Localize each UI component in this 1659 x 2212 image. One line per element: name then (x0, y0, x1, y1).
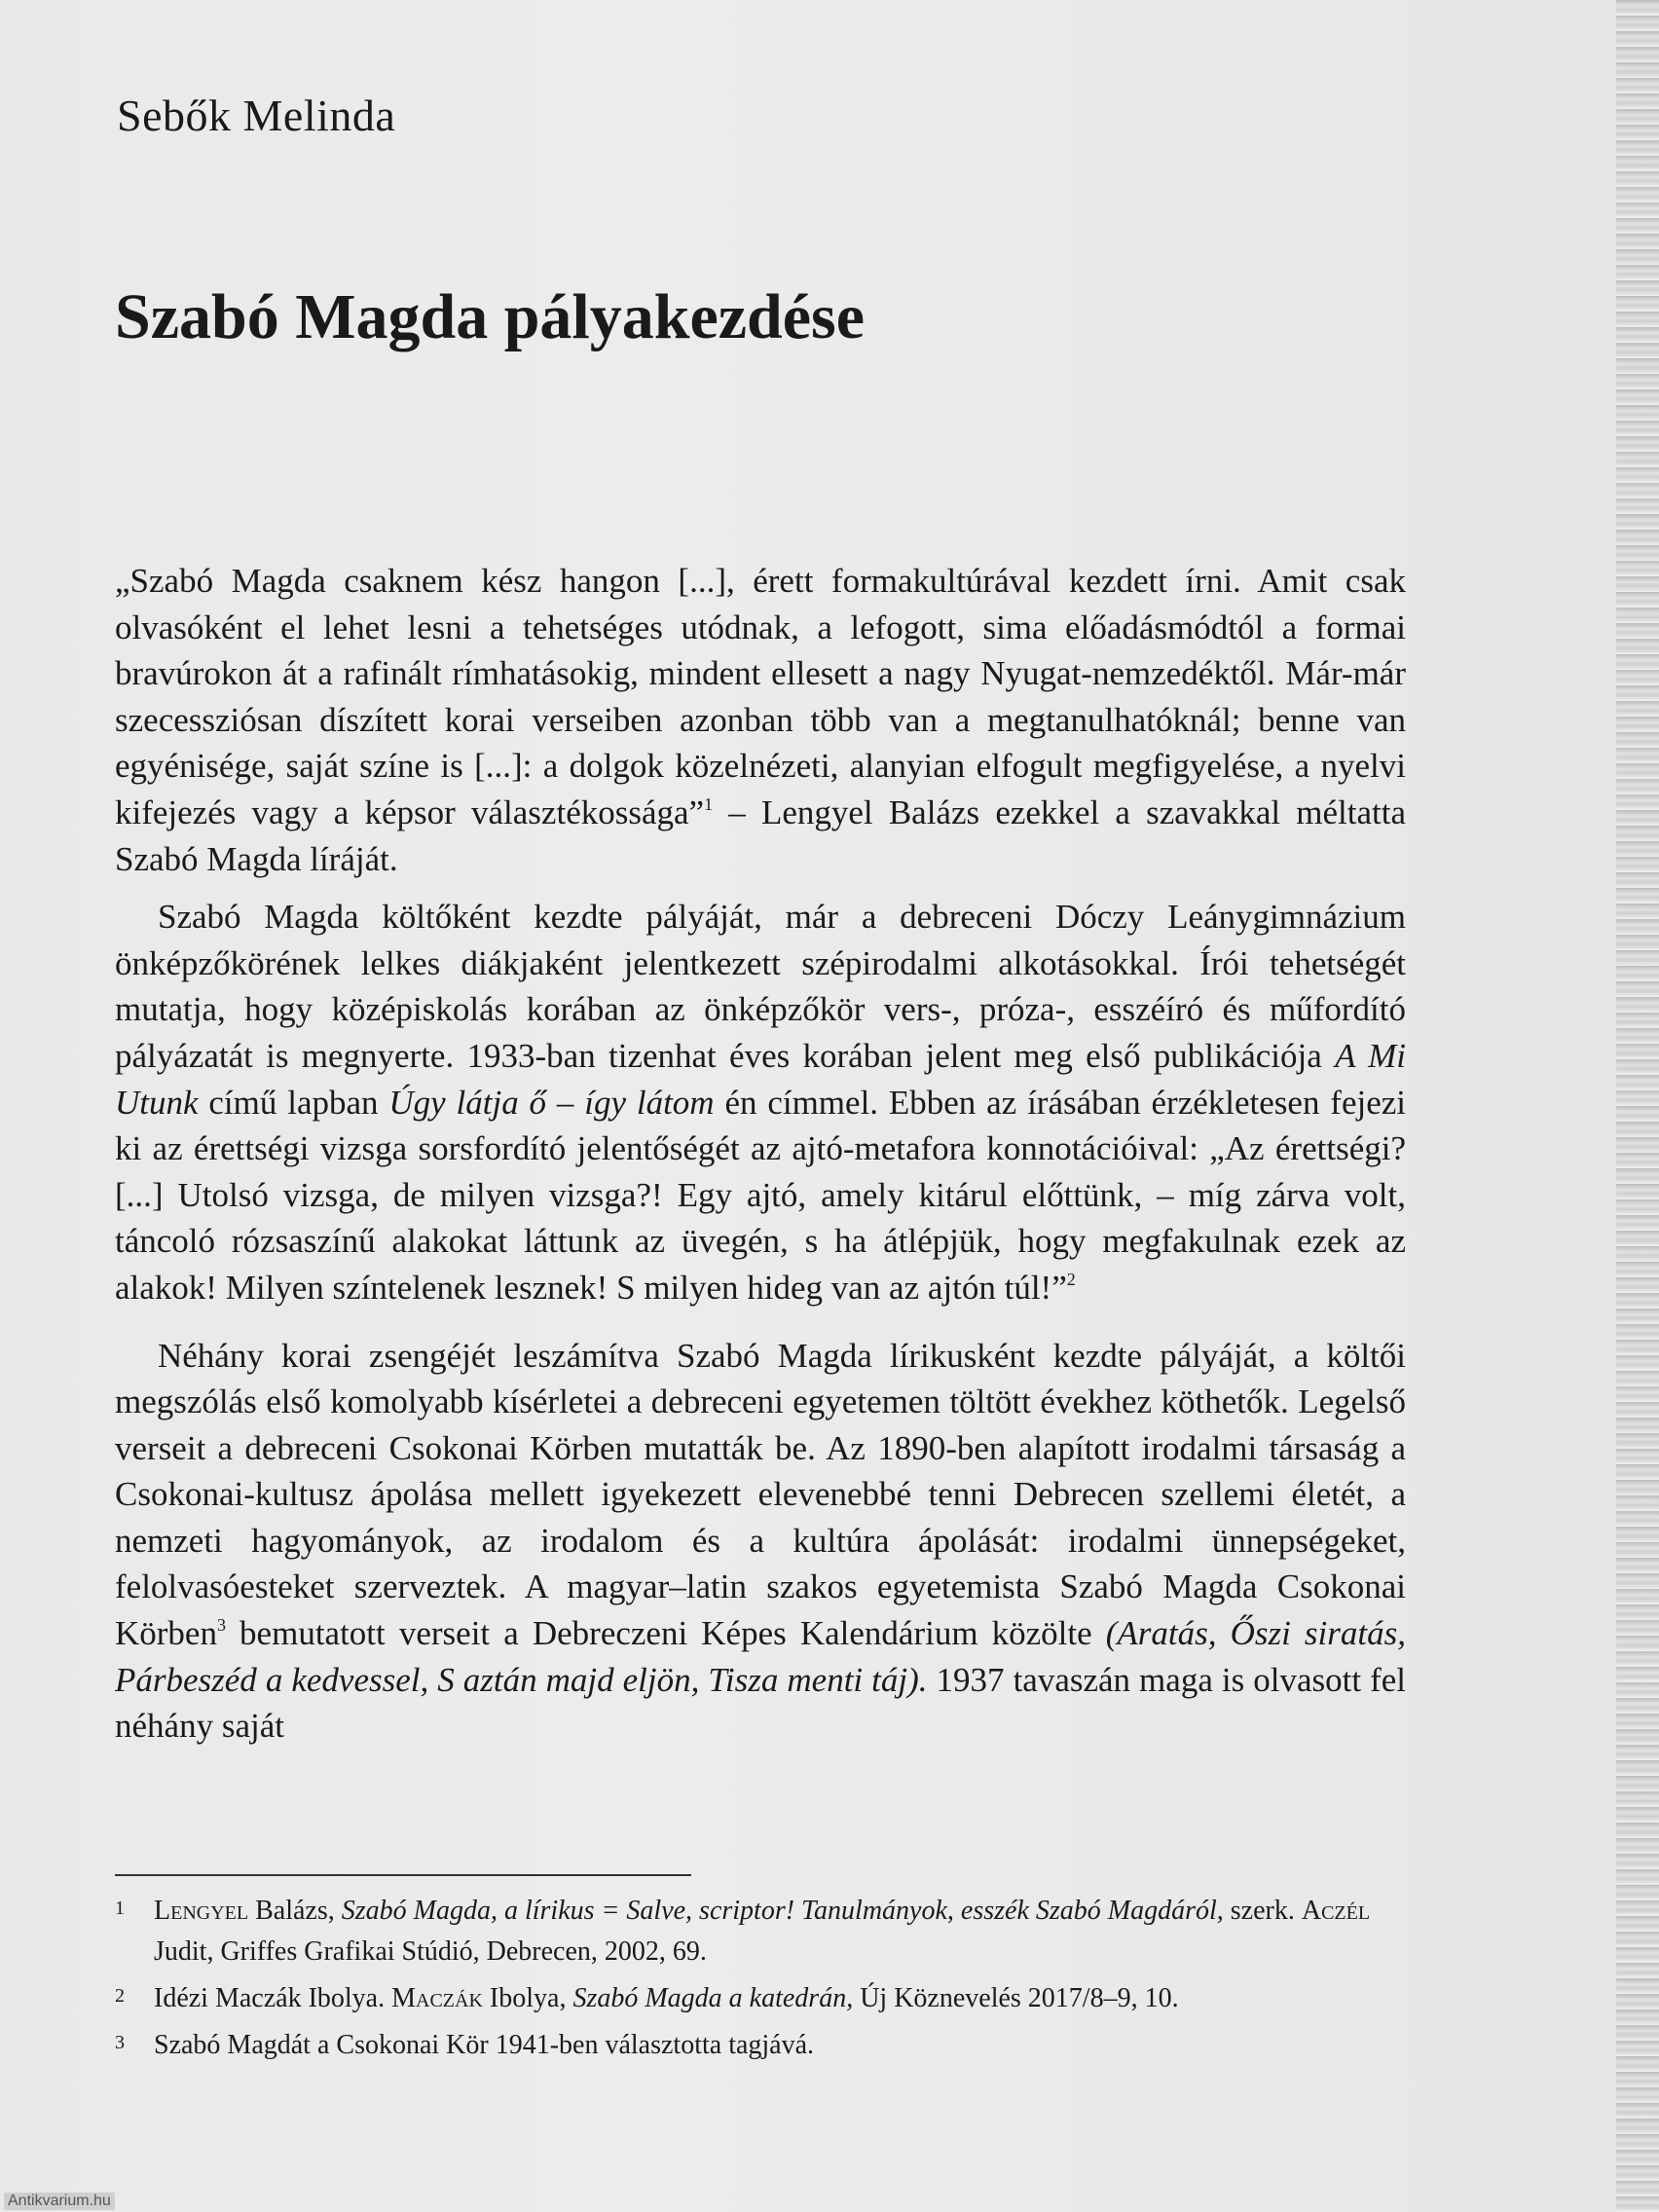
article-body (115, 558, 1406, 1750)
footnote-divider (115, 1874, 691, 1876)
paragraph-2: Szabó Magda költőként kezdte pályáját, már a debreceni Dóczy Leánygimnázium önképzőkörének lelkes diákjaként jelentkezett szépirodalmi alkotásokkal. Írói tehetségét mutatja, hogy középiskolás korában az önképzőkör vers-, próza-, esszéíró és műfordító pályázatát is megnyerte. 1933-ban tizenhat éves korában jelent meg első publikációja A Mi Utunk című lapban Úgy látja ő – így látom én címmel. Ebben az írásában érzékletesen fejezi ki az érettségi vizsga sorsfordító jelentőségét az ajtó-metafora konnotációival: „Az érettségi? [...] Utolsó vizsga, de milyen vizsga?! Egy ajtó, amely kitárul előttünk, – míg zárva volt, táncoló rózsaszínű alakokat láttunk az üvegén, s ha átlépjük, hogy megfakulnak ezek az alakok! Milyen színtelenek lesznek! S milyen hideg van az ajtón túl!”$^2$ (115, 898, 1407, 1307)
footnote-ref-1: 1 (704, 793, 714, 814)
footnote-2: 2 Idézi Maczák Ibolya. Maczák Ibolya, Szabó Magda a katedrán, Új Köznevelés 2017/8–9, 10. (115, 1983, 1179, 2013)
author-name: Sebők Melinda (117, 91, 396, 140)
watermark: Antikvarium.hu (4, 2193, 115, 2210)
footnote-ref-3: 3 (216, 1615, 226, 1636)
footnote-3: 3 Szabó Magdát a Csokonai Kör 1941-ben választotta tagjává. (115, 2030, 815, 2060)
paragraph-3: Néhány korai zsengéjét leszámítva Szabó Magda lírikusként kezdte pályáját, a költői megszólás első komolyabb kísérletei a debreceni egyetemen töltött évekhez köthetők. Legelső verseit a debreceni Csokonai Körben mutatták be. Az 1890-ben alapított irodalmi társaság a Csokonai-kultusz ápolása mellett igyekezett elevenebbé tenni Debrecen szellemi életét, a nemzeti hagyományok, az irodalom és a kultúra ápolását: irodalmi ünnepségeket, felolvasóesteket szerveztek. A magyar–latin szakos egyetemista Szabó Magda Csokonai Körben$^3$ bemutatott verseit a Debreczeni Képes Kalendárium közölte (Aratás, Őszi siratás, Párbeszéd a kedvessel, S aztán majd eljön, Tisza menti táj). 1937 tavaszán maga is olvasott fel néhány saját (115, 1336, 1406, 1746)
paragraph-1: „Szabó Magda csaknem kész hangon [...], érett formakultúrával kezdett írni. Amit csak olvasóként el lehet lesni a tehetséges utódnak, a lefogott, sima előadásmódtól a formai bravúrokon át a rafinált rímhatásokig, mindent ellesett a nagy Nyugat-nemzedéktől. Már-már szecessziósan díszített korai verseiben azonban több van a megtanulhatóknál; benne van egyénisége, saját színe is [...]: a dolgok közelnézeti, alanyian elfogult megfigyelése, a nyelvi kifejezés vagy a képsor választékossága”$^1$ – Lengyel Balázs ezekkel a szavakkal méltatta Szabó Magda líráját. (115, 562, 1407, 878)
article-title: Szabó Magda pályakezdése (115, 281, 866, 352)
book-page-stack-edge (1616, 0, 1659, 2212)
footnote-1: 1 Lengyel Balázs, Szabó Magda, a lírikus = Salve, scriptor! Tanulmányok, esszék Szabó Magdáról, szerk. Aczél Judit, Griffes Grafikai Stúdió, Debrecen, 2002, 69. (115, 1896, 1371, 1967)
footnote-ref-2: 2 (1066, 1269, 1076, 1289)
footnotes (115, 1891, 1406, 2072)
